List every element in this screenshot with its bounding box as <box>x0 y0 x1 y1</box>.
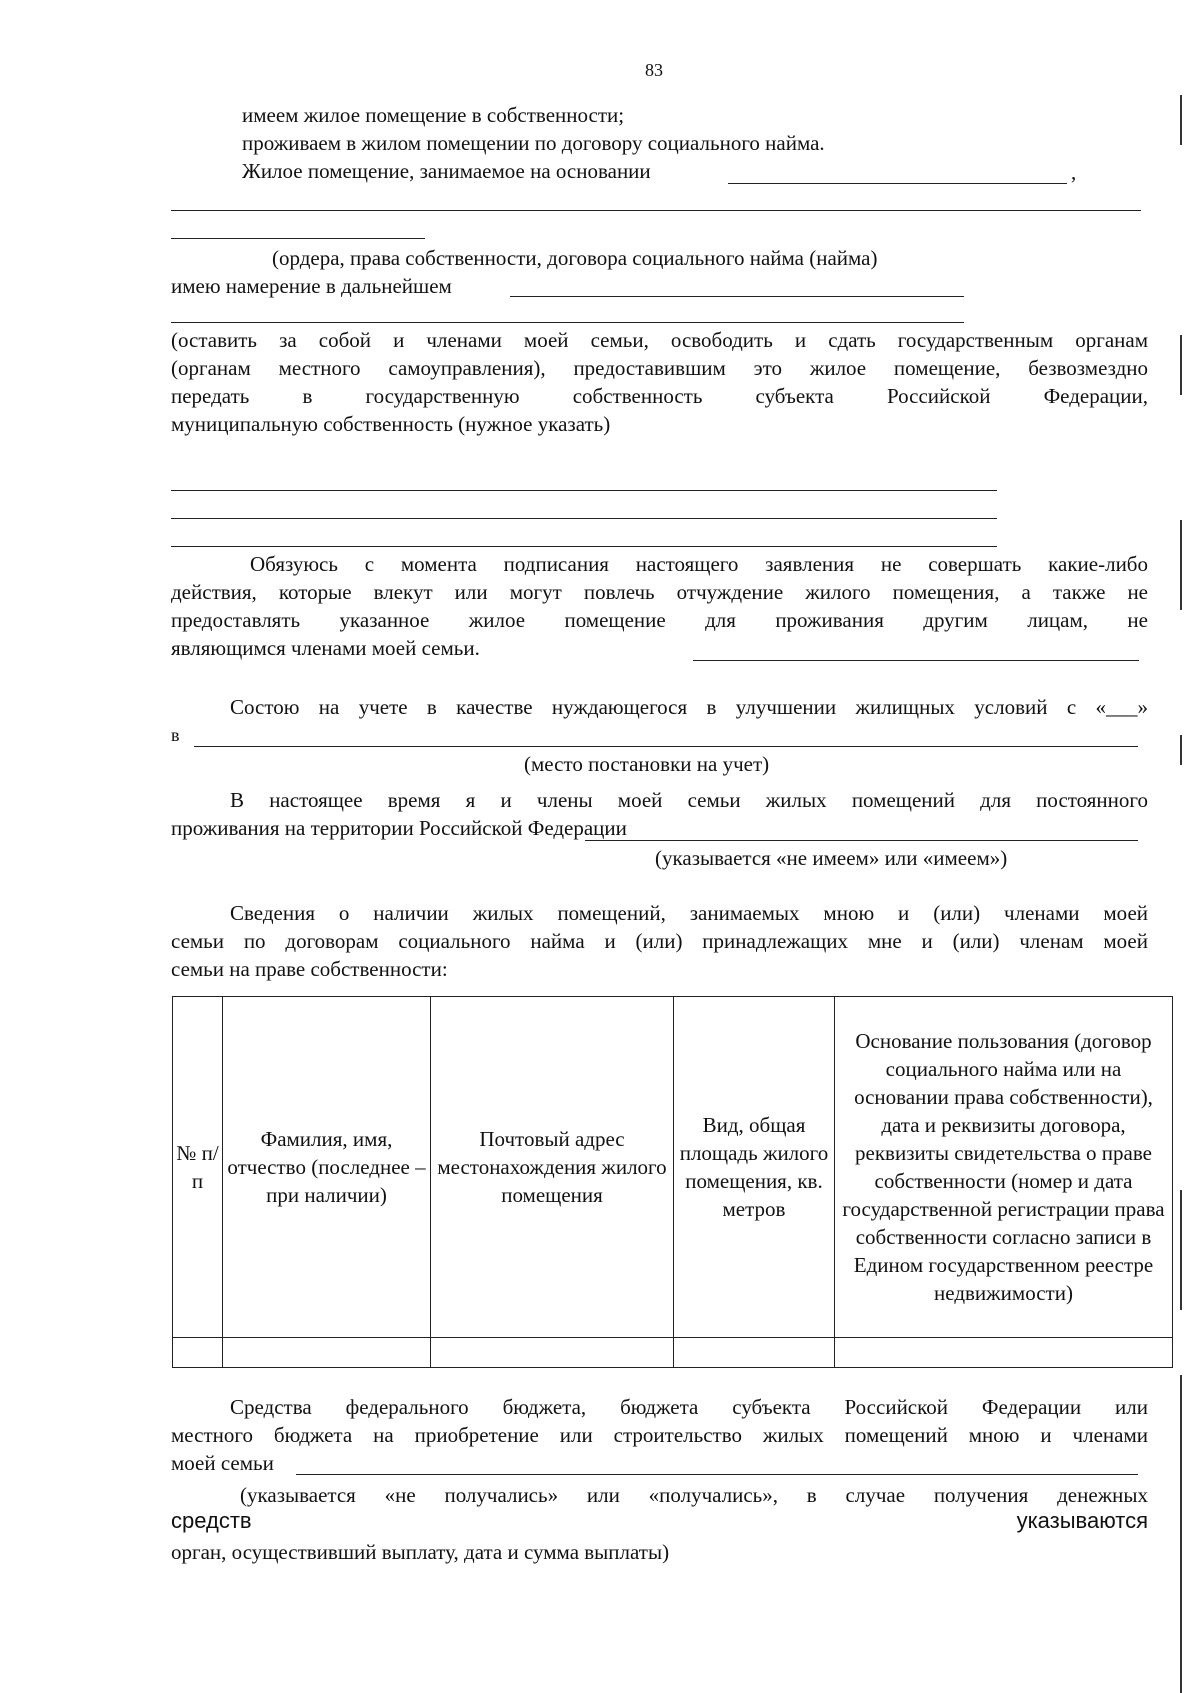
ownership-line-2: проживаем в жилом помещении по договору социального найма. <box>242 131 825 155</box>
intention-hint-line-2: (органам местного самоуправления), предоставившим это жилое помещение, безвозмездно <box>171 356 1148 380</box>
scan-edge-mark <box>1180 1375 1182 1693</box>
basis-continuation-line <box>171 210 1141 211</box>
registration-hint: (место постановки на учет) <box>524 752 770 776</box>
scan-edge-mark <box>1180 335 1182 395</box>
funds-line-3: моей семьи <box>171 1451 274 1475</box>
intention-hint-line-3: передать в государственную собственность субъекта Российской Федерации, <box>171 384 1148 408</box>
header-postal-address: Почтовый адрес местонахождения жилого помещения <box>431 997 674 1338</box>
table-cell <box>835 1338 1173 1368</box>
basis-comma: , <box>1071 160 1077 184</box>
intention-label: имею намерение в дальнейшем <box>171 274 452 298</box>
obligation-line-1: Обязуюсь с момента подписания настоящего заявления не совершать какие-либо <box>250 552 1148 576</box>
header-usage-basis: Основание пользования (договор социального найма или на основании права собственности), дата и реквизиты договора, реквизиты свидетельства о праве собственности (номер и дата государственной регистрации права собственности согласно записи в Едином государственном реестре недвижимости) <box>835 997 1173 1338</box>
funds-fill-line <box>296 1474 1138 1475</box>
intention-hint-line-4: муниципальную собственность (нужное указать) <box>171 412 611 436</box>
info-line-1: Сведения о наличии жилых помещений, занимаемых мною и (или) членами моей <box>230 901 1148 925</box>
intention-fill-line <box>510 296 964 297</box>
current-hint: (указывается «не имеем» или «имеем») <box>655 846 1008 870</box>
table-row <box>173 1338 1173 1368</box>
funds-hint-line-1: (указывается «не получались» или «получались», в случае получения денежных <box>240 1483 1148 1507</box>
basis-hint: (ордера, права собственности, договора социального найма (найма) <box>272 246 878 270</box>
obligation-line-3: предоставлять указанное жилое помещение для проживания другим лицам, не <box>171 608 1148 632</box>
current-fill-line <box>585 840 1138 841</box>
obligation-signature-line <box>693 660 1139 661</box>
current-line-2: проживания на территории Российской Федерации <box>171 816 627 840</box>
obligation-line-4: являющимся членами моей семьи. <box>171 636 480 660</box>
registration-line: Состою на учете в качестве нуждающегося в улучшении жилищных условий с «___» <box>230 695 1148 719</box>
funds-line-1: Средства федерального бюджета, бюджета субъекта Российской Федерации или <box>230 1395 1148 1419</box>
funds-hint-word-1: средств <box>171 1508 252 1533</box>
header-number: № п/п <box>173 997 223 1338</box>
scan-edge-mark <box>1180 95 1182 145</box>
table-cell <box>674 1338 835 1368</box>
intention-hint-line-1: (оставить за собой и членами моей семьи, освободить и сдать государственным органам <box>171 328 1148 352</box>
funds-hint-word-2: указываются <box>1016 1508 1148 1533</box>
table-cell <box>431 1338 674 1368</box>
housing-table <box>172 996 1173 1368</box>
funds-line-2: местного бюджета на приобретение или строительство жилых помещений мною и членами <box>171 1423 1148 1447</box>
intention-continuation-line <box>171 322 964 323</box>
page-number: 83 <box>645 60 663 80</box>
scan-edge-mark <box>1180 520 1182 610</box>
basis-label: Жилое помещение, занимаемое на основании <box>242 159 651 183</box>
ownership-line-1: имеем жилое помещение в собственности; <box>242 103 625 127</box>
basis-fill-line <box>728 183 1067 184</box>
registration-place-line <box>194 746 1138 747</box>
blank-line-2 <box>171 518 997 519</box>
current-line-1: В настоящее время я и члены моей семьи жилых помещений для постоянного <box>230 788 1148 812</box>
scan-edge-mark <box>1180 735 1182 765</box>
info-line-2: семьи по договорам социального найма и (или) принадлежащих мне и (или) членам моей <box>171 929 1148 953</box>
scan-edge-mark <box>1180 1190 1182 1310</box>
header-area: Вид, общая площадь жилого помещения, кв. метров <box>674 997 835 1338</box>
table-cell <box>173 1338 223 1368</box>
funds-hint-line-3: орган, осуществивший выплату, дата и сумма выплаты) <box>171 1540 670 1564</box>
basis-continuation-short-line <box>171 238 425 239</box>
table-header-row <box>173 997 1173 1338</box>
blank-line-1 <box>171 490 997 491</box>
obligation-line-2: действия, которые влекут или могут повлечь отчуждение жилого помещения, а также не <box>171 580 1148 604</box>
registration-prefix: в <box>171 725 180 745</box>
header-full-name: Фамилия, имя, отчество (последнее – при наличии) <box>223 997 431 1338</box>
table-cell <box>223 1338 431 1368</box>
info-line-3: семьи на праве собственности: <box>171 957 448 981</box>
blank-line-3 <box>171 546 997 547</box>
